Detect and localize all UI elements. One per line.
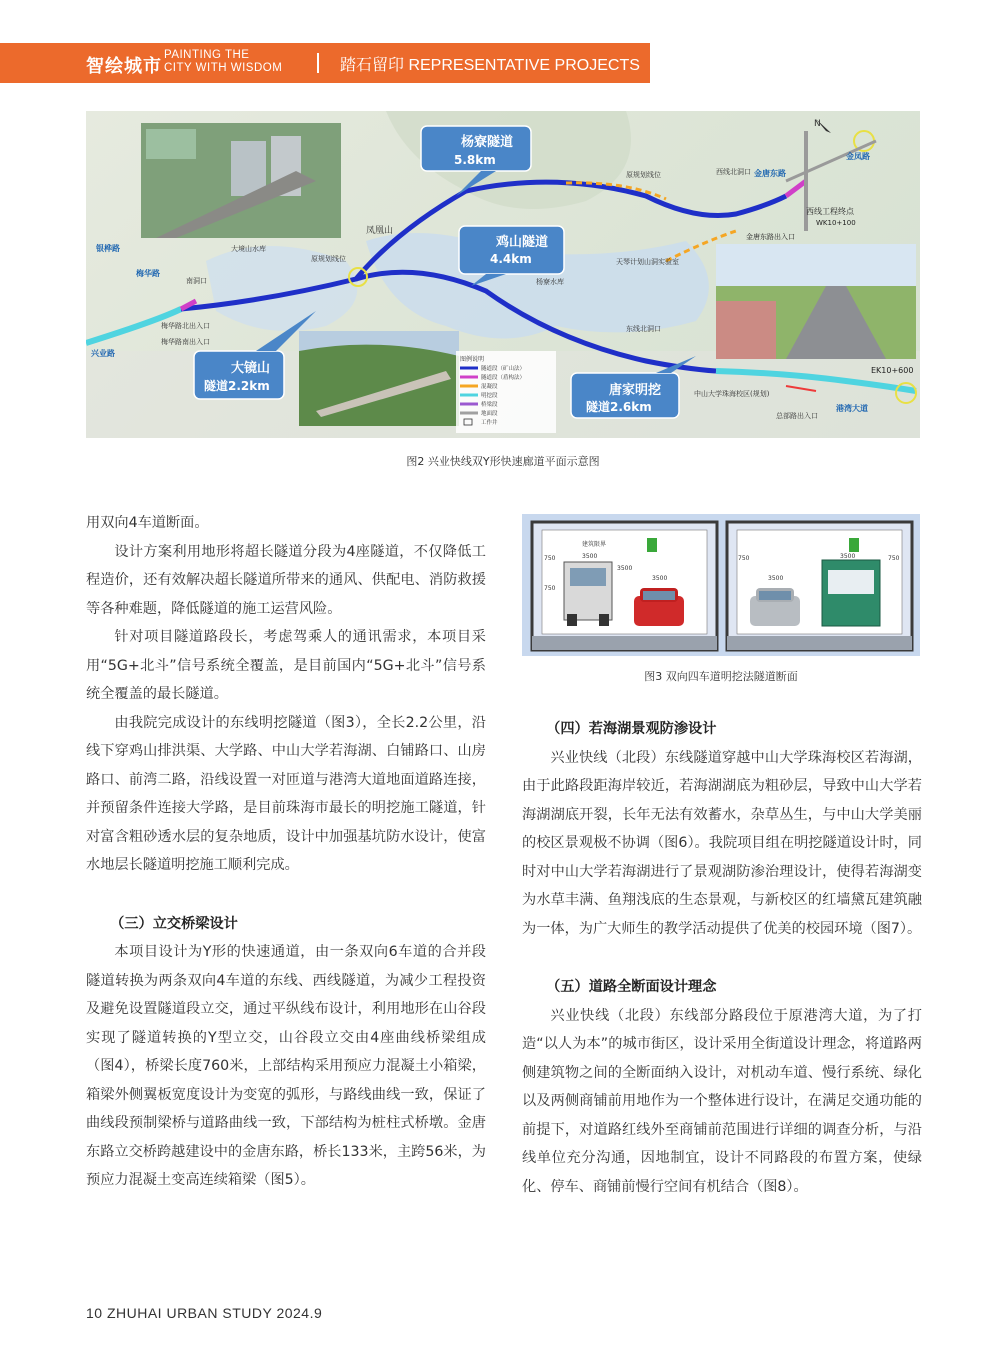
red-car-window	[643, 591, 675, 600]
label-hq-exit: 总部路出入口	[776, 412, 818, 420]
callout-dajingshan-name: 大镜山	[231, 361, 271, 376]
tunnel-cross-section-figure	[522, 514, 920, 656]
label-meihua-north: 梅华路北出入口	[161, 322, 210, 330]
callout-dajingshan-len: 隧道2.2km	[204, 379, 270, 393]
dim-left-5: 750	[544, 585, 556, 592]
dim-left-4: 3500	[617, 565, 633, 572]
dim-right-1: 750	[738, 555, 750, 562]
label-yangliao-reservoir: 杨寮水库	[536, 278, 564, 286]
callout-yangliao-name: 杨寮隧道	[461, 135, 514, 150]
right-tunnel-floor	[727, 636, 912, 650]
header-band	[0, 43, 650, 83]
dim-left-2: 3500	[582, 553, 598, 560]
column-title: 智绘城市	[86, 56, 162, 77]
callout-jishan-len: 4.4km	[490, 252, 532, 266]
spacer	[86, 880, 486, 910]
right-ventilation-icon	[849, 538, 859, 552]
legend-item-3: 混凝段	[481, 384, 498, 390]
figure2-caption: 图2 兴业快线双Y形快速廊道平面示意图	[406, 455, 600, 468]
legend-item-1: 隧道段（矿山法）	[481, 366, 526, 372]
cross-section-svg	[522, 514, 920, 656]
route-map-figure	[86, 111, 920, 438]
header-divider	[317, 53, 319, 73]
callout-tangjia-len: 隧道2.6km	[586, 400, 652, 414]
paragraph-lake-seepage: 兴业快线（北段）东线隧道穿越中山大学珠海校区若海湖，由于此路段距海岸较近，若海湖湖底为粗砂层，导致中山大学若海湖湖底开裂，长年无法有效蓄水，杂草丛生，与中山大学美丽的校区景观极不协调（图6）。我院项目组在明挖隧道设计时，同时对中山大学若海湖进行了景观湖防渗治理设计，使得若海湖变为水草丰满、鱼翔浅底的生态景观，与新校区的红墙黛瓦建筑融为一体，为广大师生的教学活动提供了优美的校园环境（图7）。	[522, 749, 922, 937]
aerial-photo-1-building-a	[231, 141, 266, 196]
bridge-section	[786, 181, 806, 196]
street-photo-flowers	[716, 301, 776, 359]
label-south-portal: 南洞口	[186, 277, 207, 285]
label-yinhua-road: 银桦路	[96, 244, 120, 253]
label-east-north: 东线北洞口	[626, 325, 661, 333]
dim-right-2: 3500	[768, 575, 784, 582]
paragraph-5g-beidou: 针对项目隧道路段长，考虑驾乘人的通讯需求，本项目采用“5G+北斗”信号系统全覆盖，是目前国内“5G+北斗”信号系统全覆盖的最长隧道。	[86, 629, 486, 702]
heading-interchange-bridges: （三）立交桥梁设计	[110, 915, 238, 932]
truck-windshield	[570, 568, 606, 586]
dim-right-4: 750	[888, 555, 900, 562]
label-ek: EK10+600	[871, 366, 914, 375]
label-west-north: 西线北洞口	[716, 168, 751, 176]
dim-left-1: 750	[544, 555, 556, 562]
heading-full-section-design: （五）道路全断面设计理念	[546, 979, 717, 995]
callout-jishan-name: 鸡山隧道	[496, 235, 549, 250]
label-plan-line-2: 原规划线位	[626, 171, 661, 179]
paragraph-segmentation: 设计方案利用地形将超长隧道分段为4座隧道，不仅降低工程造价，还有效解决超长隧道所带来的通风、供配电、消防救援等各种难题，降低隧道的施工运营风险。	[86, 543, 486, 617]
label-meihua-south: 梅华路南出入口	[161, 338, 210, 346]
column-subtitle-line1: PAINTING THE	[164, 49, 250, 61]
label-jintang-exit: 金唐东路出入口	[746, 233, 795, 241]
map-legend	[456, 351, 556, 433]
legend-item-2: 隧道段（盾构法）	[481, 375, 526, 381]
column-subtitle	[164, 49, 282, 75]
bus-windshield	[828, 570, 874, 594]
label-jintangdong-road: 金唐东路	[754, 169, 786, 178]
label-sysu: 中山大学珠海校区(规划)	[694, 390, 770, 398]
heading-lake-seepage: （四）若海湖景观防渗设计	[546, 721, 717, 737]
legend-item-6: 地面段	[481, 411, 498, 417]
column-subtitle-line2: CITY WITH WISDOM	[164, 62, 283, 74]
svg-text:N: N	[814, 119, 821, 129]
route-map-svg	[86, 111, 920, 438]
aerial-photo-1-block-a	[146, 129, 196, 159]
label-xingye-road: 兴业路	[91, 349, 115, 358]
truck-wheel-left	[567, 614, 577, 626]
paragraph-bridges: 本项目设计为Y形的快速通道，由一条双向6车道的合并段隧道转换为两条双向4车道的东线、西线隧道，为减少工程投资及避免设置隧道段立交，通过平纵线布设计，利用地形在山谷段实现了隧道转换的Y型立交，山谷段立交由4座曲线桥梁组成（图4），桥梁长度760米，上部结构采用预应力混凝土小箱梁，箱梁外侧翼板宽度设计为变宽的弧形，与路线曲线一致，保证了曲线段预制梁桥与道路曲线一致，下部结构为桩柱式桥墩。金唐东路立交桥跨越建设中的金唐东路，桥长133米，主跨56米，为预应力混凝土变高连续箱梁（图5）。	[86, 944, 486, 1188]
jinfeng-road	[786, 141, 876, 181]
legend-item-5: 桥梁段	[481, 402, 498, 408]
label-plan-line-1: 原规划线位	[311, 255, 346, 263]
label-wk: WK10+100	[816, 219, 856, 227]
dim-left-3: 3500	[652, 575, 668, 582]
paragraph-full-section-design: 兴业快线（北段）东线部分路段位于原港湾大道，为了打造“以人为本”的城市街区，设计采用全街道设计理念，将道路两侧建筑物之间的全断面纳入设计，对机动车道、慢行系统、绿化以及两侧商铺前用地作为一个整体进行设计，在满足交通功能的前提下，对道路红线外至商铺前范围进行详细的调查分析，与沿线单位充分沟通，因地制宜，设计不同路段的布置方案，使绿化、停车、商铺前慢行空间有机结合（图8）。	[522, 1007, 922, 1195]
label-dajing-reservoir: 大境山水库	[231, 245, 266, 253]
paragraph-continued: 用双向4车道断面。	[86, 515, 209, 531]
label-west-end: 西线工程终点	[806, 207, 854, 216]
paragraph-east-tunnel: 由我院完成设计的东线明挖隧道（图3），全长2.2公里，沿线下穿鸡山排洪渠、大学路、中山大学若海湖、白铺路口、山房路口、前湾二路，沿线设置一对匝道与港湾大道地面道路连接，并预留条件连接大学路，是目前珠海市最长的明挖施工隧道，针对富含粗砂透水层的复杂地质，设计中加强基坑防水设计，使富水地层长隧道明挖施工顺利完成。	[86, 714, 486, 873]
legend-title: 图例说明	[460, 356, 485, 363]
right-column	[522, 715, 922, 1201]
legend-item-4: 明挖段	[481, 393, 498, 399]
dim-right-3: 3500	[840, 553, 856, 560]
left-tunnel-floor	[532, 636, 717, 650]
label-tianqin: 天琴计划山洞实验室	[616, 258, 679, 266]
grey-car-window	[759, 591, 791, 600]
left-ventilation-icon	[647, 538, 657, 552]
left-column	[86, 509, 486, 1195]
legend-item-7: 工作井	[481, 420, 498, 426]
page-footer: 10 ZHUHAI URBAN STUDY 2024.9	[86, 1305, 323, 1321]
section-title: 踏石留印 REPRESENTATIVE PROJECTS	[340, 57, 640, 74]
label-meihua-road: 梅华路	[136, 269, 160, 278]
truck-wheel-right	[599, 614, 609, 626]
callout-tangjia-name: 唐家明挖	[609, 383, 662, 398]
label-gangwan-road: 港湾大道	[836, 404, 868, 413]
label-fenghuangshan: 凤凰山	[366, 226, 394, 236]
callout-yangliao-len: 5.8km	[454, 153, 496, 167]
label-jinfeng-road: 金凤路	[846, 152, 870, 161]
street-photo-sky	[716, 244, 916, 286]
north-arrow	[814, 119, 831, 133]
clearance-sign-label: 建筑限界	[582, 541, 607, 548]
spacer	[522, 943, 922, 973]
figure3-caption: 图3 双向四车道明挖法隧道断面	[644, 670, 798, 683]
